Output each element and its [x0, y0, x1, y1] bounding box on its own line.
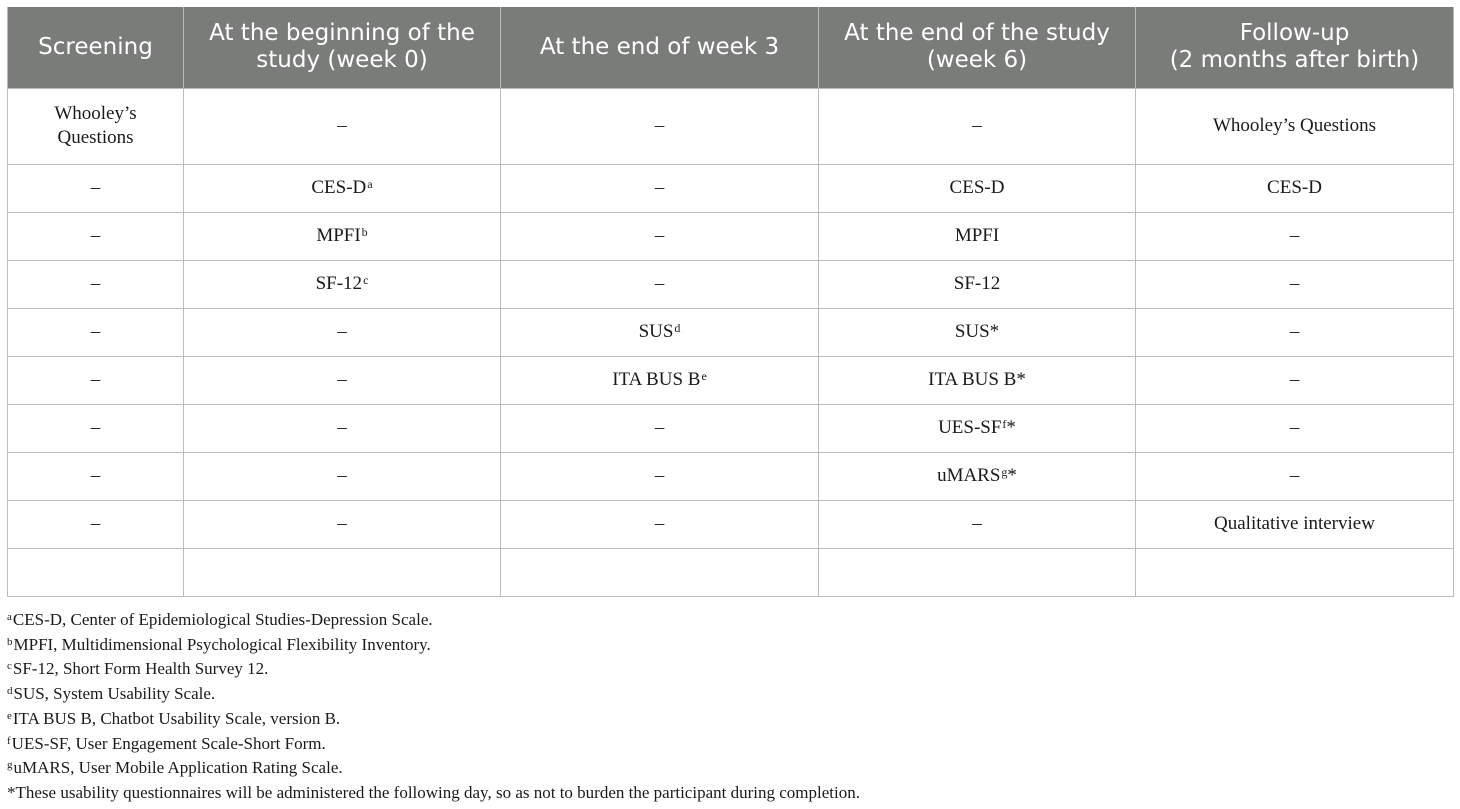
table-cell — [1136, 88, 1454, 164]
table-cell — [8, 88, 184, 164]
cell-text: – — [90, 177, 101, 198]
cell-text: SF-12 — [953, 273, 1001, 294]
table-cell — [501, 88, 819, 164]
cell-text: – — [1289, 273, 1300, 294]
table-cell — [501, 548, 819, 596]
footnote-text: CES-D, Center of Epidemiological Studies-Depression Scale. — [12, 610, 433, 629]
cell-text: – — [654, 465, 665, 486]
cell-text: SUS — [638, 321, 674, 342]
cell-text: – — [90, 465, 101, 486]
cell-text: – — [1289, 321, 1300, 342]
cell-text: – — [1289, 369, 1300, 390]
cell-text: CES-D — [1267, 177, 1322, 198]
cell-text: – — [337, 115, 347, 136]
table-row — [8, 308, 1454, 356]
table-cell — [819, 548, 1136, 596]
table-cell — [184, 548, 501, 596]
cell-text: – — [90, 513, 101, 534]
table-cell — [8, 452, 184, 500]
table-cell — [8, 404, 184, 452]
table-cell — [184, 356, 501, 404]
footnote — [7, 608, 1453, 633]
footnote — [7, 657, 1453, 682]
table-row — [8, 164, 1454, 212]
table-cell — [184, 404, 501, 452]
footnote-text: MPFI, Multidimensional Psychological Flexibility Inventory. — [13, 634, 431, 654]
table-cell — [501, 308, 819, 356]
table-cell — [819, 88, 1136, 164]
cell-text: – — [90, 369, 101, 390]
table-cell — [184, 212, 501, 260]
cell-text: – — [90, 225, 101, 246]
footnote-marker: g — [1001, 465, 1008, 479]
footnote-marker: b — [361, 225, 368, 239]
table-cell — [184, 260, 501, 308]
cell-text: Qualitative interview — [1214, 513, 1375, 534]
cell-text: CES-D — [949, 177, 1005, 198]
table-cell — [184, 308, 501, 356]
cell-text: – — [972, 115, 982, 136]
cell-text: – — [337, 417, 347, 438]
footnote — [7, 682, 1453, 707]
footnote-text: *These usability questionnaires will be administered the following day, so as not to burden the participant during completion. — [7, 782, 860, 802]
table-cell — [819, 212, 1136, 260]
footnote-marker: c — [363, 273, 369, 287]
table-cell — [501, 260, 819, 308]
cell-text: – — [337, 369, 347, 390]
table-cell — [1136, 356, 1454, 404]
footnote-mark: g — [7, 759, 13, 772]
table-row — [8, 88, 1454, 164]
table-cell — [1136, 260, 1454, 308]
cell-text: – — [1289, 225, 1300, 246]
table-cell — [819, 308, 1136, 356]
table-cell — [501, 452, 819, 500]
table-cell — [819, 260, 1136, 308]
table-cell — [184, 88, 501, 164]
footnote-marker: f — [1002, 417, 1007, 431]
table-cell — [8, 308, 184, 356]
footnote-text: SUS, System Usability Scale. — [13, 684, 216, 704]
cell-text: – — [654, 115, 665, 136]
table-row — [8, 452, 1454, 500]
table-cell — [1136, 164, 1454, 212]
table-cell — [8, 548, 184, 596]
footnote-marker: d — [674, 321, 681, 335]
table-cell — [501, 164, 819, 212]
footnote-text: uMARS, User Mobile Application Rating Scale. — [13, 758, 343, 778]
cell-text: – — [90, 273, 101, 294]
footnote — [7, 756, 1453, 781]
table-cell — [819, 452, 1136, 500]
asterisk-marker: * — [1006, 417, 1016, 438]
table-cell — [184, 452, 501, 500]
table-row — [8, 404, 1454, 452]
table-cell — [8, 212, 184, 260]
table-cell — [1136, 404, 1454, 452]
footnote-mark: c — [7, 660, 12, 673]
footnote-text: SF-12, Short Form Health Survey 12. — [12, 659, 269, 679]
cell-text: – — [972, 513, 982, 534]
table-row — [8, 500, 1454, 548]
cell-text: – — [337, 321, 347, 342]
table-cell — [1136, 500, 1454, 548]
cell-text: Whooley’s Questions — [54, 103, 137, 148]
footnote — [7, 633, 1453, 658]
table-cell — [819, 356, 1136, 404]
cell-text: MPFI — [954, 225, 1000, 246]
column-header-screening: Screening — [8, 7, 184, 88]
cell-text: – — [337, 513, 347, 534]
cell-text: – — [654, 225, 665, 246]
table-header-row — [8, 7, 1454, 88]
table-footnotes — [7, 608, 1453, 806]
column-header-week-3: At the end of week 3 — [501, 7, 819, 88]
cell-text: ITA BUS B — [612, 369, 701, 390]
cell-text: SUS* — [954, 321, 1000, 342]
cell-text: uMARS — [937, 465, 1001, 486]
footnote-text: ITA BUS B, Chatbot Usability Scale, version B. — [12, 708, 341, 728]
table-cell — [8, 500, 184, 548]
table-cell — [1136, 548, 1454, 596]
cell-text: – — [654, 177, 665, 198]
table-row — [8, 548, 1454, 596]
table-cell — [819, 404, 1136, 452]
column-header-follow-up: Follow-up (2 months after birth) — [1136, 7, 1454, 88]
footnote — [7, 781, 1453, 806]
cell-text: CES-D — [311, 177, 367, 198]
footnote-mark: a — [7, 611, 12, 623]
table-cell — [8, 260, 184, 308]
footnote-marker: e — [701, 369, 707, 383]
table-cell — [1136, 212, 1454, 260]
table-cell — [819, 500, 1136, 548]
cell-text: – — [337, 465, 347, 486]
footnote — [7, 732, 1453, 757]
cell-text: UES-SF — [938, 417, 1002, 438]
cell-text: SF-12 — [315, 273, 363, 294]
assessment-schedule-table-container — [7, 7, 1453, 597]
footnote-marker: a — [367, 177, 373, 191]
footnote-mark: b — [7, 635, 13, 648]
table-cell — [501, 356, 819, 404]
table-cell — [184, 500, 501, 548]
footnote-mark: d — [7, 685, 13, 698]
cell-text: Whooley’s Questions — [1212, 115, 1377, 136]
table-row — [8, 260, 1454, 308]
column-header-week-6: At the end of the study (week 6) — [819, 7, 1136, 88]
table-body — [8, 88, 1454, 596]
table-cell — [501, 500, 819, 548]
table-row — [8, 212, 1454, 260]
table-cell — [501, 404, 819, 452]
cell-text: – — [654, 417, 665, 438]
column-header-week-0: At the beginning of the study (week 0) — [184, 7, 501, 88]
table-cell — [8, 356, 184, 404]
footnote-mark: f — [7, 734, 11, 747]
table-cell — [8, 164, 184, 212]
footnote-text: UES-SF, User Engagement Scale-Short Form. — [11, 733, 326, 753]
table-cell — [819, 164, 1136, 212]
footnote — [7, 707, 1453, 732]
footnote-mark: e — [7, 709, 12, 722]
cell-text: – — [90, 417, 101, 438]
cell-text: – — [90, 321, 101, 342]
cell-text: – — [1289, 417, 1300, 438]
assessment-schedule-table — [7, 7, 1454, 597]
asterisk-marker: * — [1007, 465, 1017, 486]
table-cell — [501, 212, 819, 260]
cell-text: – — [1289, 465, 1300, 486]
table-cell — [1136, 452, 1454, 500]
cell-text: – — [654, 273, 665, 294]
cell-text: ITA BUS B* — [928, 369, 1026, 390]
cell-text: MPFI — [316, 225, 361, 246]
table-cell — [184, 164, 501, 212]
cell-text: – — [654, 513, 665, 534]
table-cell — [1136, 308, 1454, 356]
table-row — [8, 356, 1454, 404]
